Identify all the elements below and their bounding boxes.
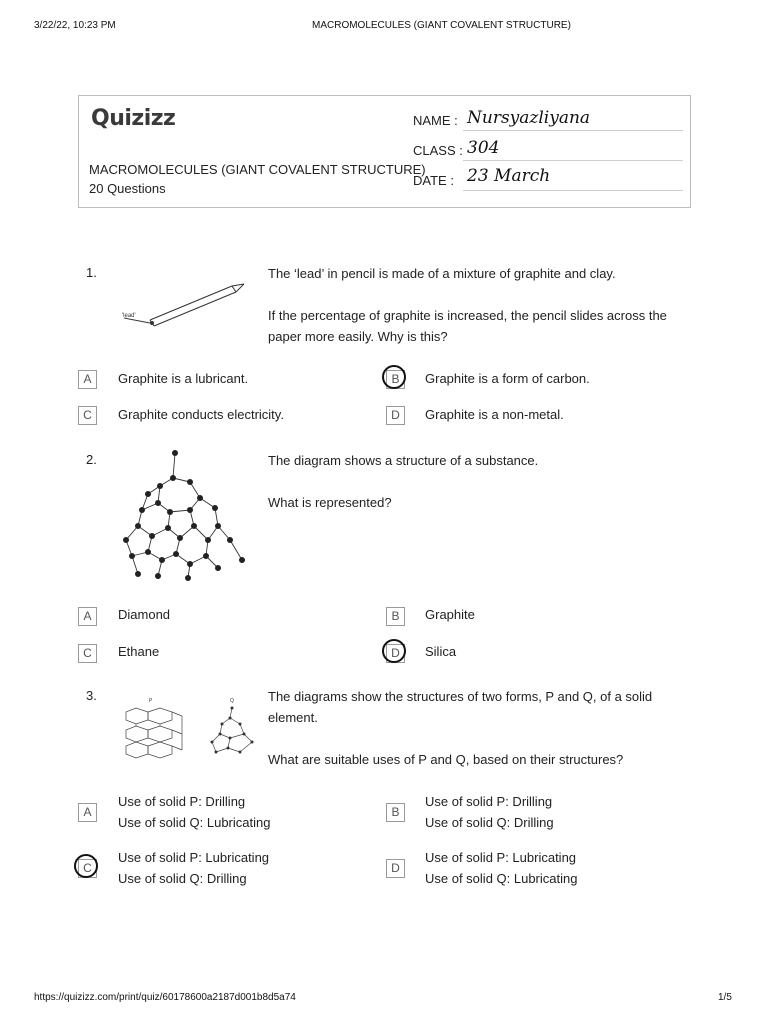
name-line	[463, 130, 683, 131]
q1-option-a-text[interactable]: Graphite is a lubricant.	[118, 371, 249, 386]
q3-option-a-line1[interactable]: Use of solid P: Drilling	[118, 794, 246, 809]
q2-option-c-text[interactable]: Ethane	[118, 644, 160, 659]
graphite-structure-p-image	[120, 706, 190, 758]
quizizz-logo: Quizizz	[91, 106, 176, 131]
quiz-title: MACROMOLECULES (GIANT COVALENT STRUCTURE)	[89, 162, 426, 177]
question-3-number: 3.	[86, 688, 97, 703]
pencil-lead-label: 'lead'	[122, 313, 136, 319]
q1-option-b-answer-circle	[382, 365, 406, 389]
print-datetime: 3/22/22, 10:23 PM	[34, 20, 116, 31]
structure-p-label: P	[149, 698, 153, 704]
q2-option-a-text[interactable]: Diamond	[118, 607, 171, 622]
footer-page-number: 1/5	[718, 992, 732, 1003]
quiz-header-box	[78, 95, 691, 208]
question-1-text-2: If the percentage of graphite is increased, the pencil slides across the paper more easily. Why is this?	[268, 308, 667, 344]
question-2-text-1: The diagram shows a structure of a substance.	[268, 453, 539, 468]
q3-option-a-line2[interactable]: Use of solid Q: Lubricating	[118, 815, 271, 830]
name-label: NAME :	[413, 113, 458, 128]
q3-option-b-line1[interactable]: Use of solid P: Drilling	[425, 794, 553, 809]
diamond-structure-image	[118, 448, 253, 583]
q2-option-a-box[interactable]: A	[78, 607, 97, 626]
q2-option-b-box[interactable]: B	[386, 607, 405, 626]
q3-option-d-line1[interactable]: Use of solid P: Lubricating	[425, 850, 577, 865]
class-label: CLASS :	[413, 143, 463, 158]
q2-option-c-box[interactable]: C	[78, 644, 97, 663]
q3-option-d-line2[interactable]: Use of solid Q: Lubricating	[425, 871, 578, 886]
q3-option-c-box[interactable]: C	[78, 859, 97, 878]
q2-option-d-text[interactable]: Silica	[425, 644, 457, 659]
q1-option-b-text[interactable]: Graphite is a form of carbon.	[425, 371, 590, 386]
date-line	[463, 190, 683, 191]
diamond-structure-q-image	[206, 706, 258, 758]
q3-option-c-line1[interactable]: Use of solid P: Lubricating	[118, 850, 270, 865]
print-doc-title: MACROMOLECULES (GIANT COVALENT STRUCTURE)	[312, 20, 571, 31]
structure-q-label: Q	[230, 698, 234, 704]
date-label: DATE :	[413, 173, 454, 188]
class-line	[463, 160, 683, 161]
question-2-text-2: What is represented?	[268, 495, 392, 510]
q1-option-d-text[interactable]: Graphite is a non-metal.	[425, 407, 564, 422]
q3-option-c-line2[interactable]: Use of solid Q: Drilling	[118, 871, 247, 886]
q3-option-c-answer-circle	[74, 854, 98, 878]
question-1-number: 1.	[86, 265, 97, 280]
q1-option-a-box[interactable]: A	[78, 370, 97, 389]
question-2-number: 2.	[86, 452, 97, 467]
name-value: Nursyazliyana	[467, 108, 591, 128]
q3-option-b-line2[interactable]: Use of solid Q: Drilling	[425, 815, 554, 830]
q2-option-d-box[interactable]: D	[386, 644, 405, 663]
footer-url[interactable]: https://quizizz.com/print/quiz/60178600a2187d001b8d5a74	[34, 992, 296, 1003]
q2-option-b-text[interactable]: Graphite	[425, 607, 475, 622]
q1-option-d-box[interactable]: D	[386, 406, 405, 425]
date-value: 23 March	[467, 166, 551, 186]
q1-option-c-text[interactable]: Graphite conducts electricity.	[118, 407, 284, 422]
pencil-image	[120, 280, 250, 330]
q3-option-d-box[interactable]: D	[386, 859, 405, 878]
question-count: 20 Questions	[89, 181, 166, 196]
q1-option-c-box[interactable]: C	[78, 406, 97, 425]
q3-option-b-box[interactable]: B	[386, 803, 405, 822]
class-value: 304	[467, 138, 500, 158]
question-1-text-1: The ‘lead’ in pencil is made of a mixture of graphite and clay.	[268, 266, 616, 281]
q3-option-a-box[interactable]: A	[78, 803, 97, 822]
question-3-text-2: What are suitable uses of P and Q, based on their structures?	[268, 752, 624, 767]
q2-option-d-answer-circle	[382, 639, 406, 663]
q1-option-b-box[interactable]: B	[386, 370, 405, 389]
question-3-text-1: The diagrams show the structures of two forms, P and Q, of a solid element.	[268, 689, 653, 725]
